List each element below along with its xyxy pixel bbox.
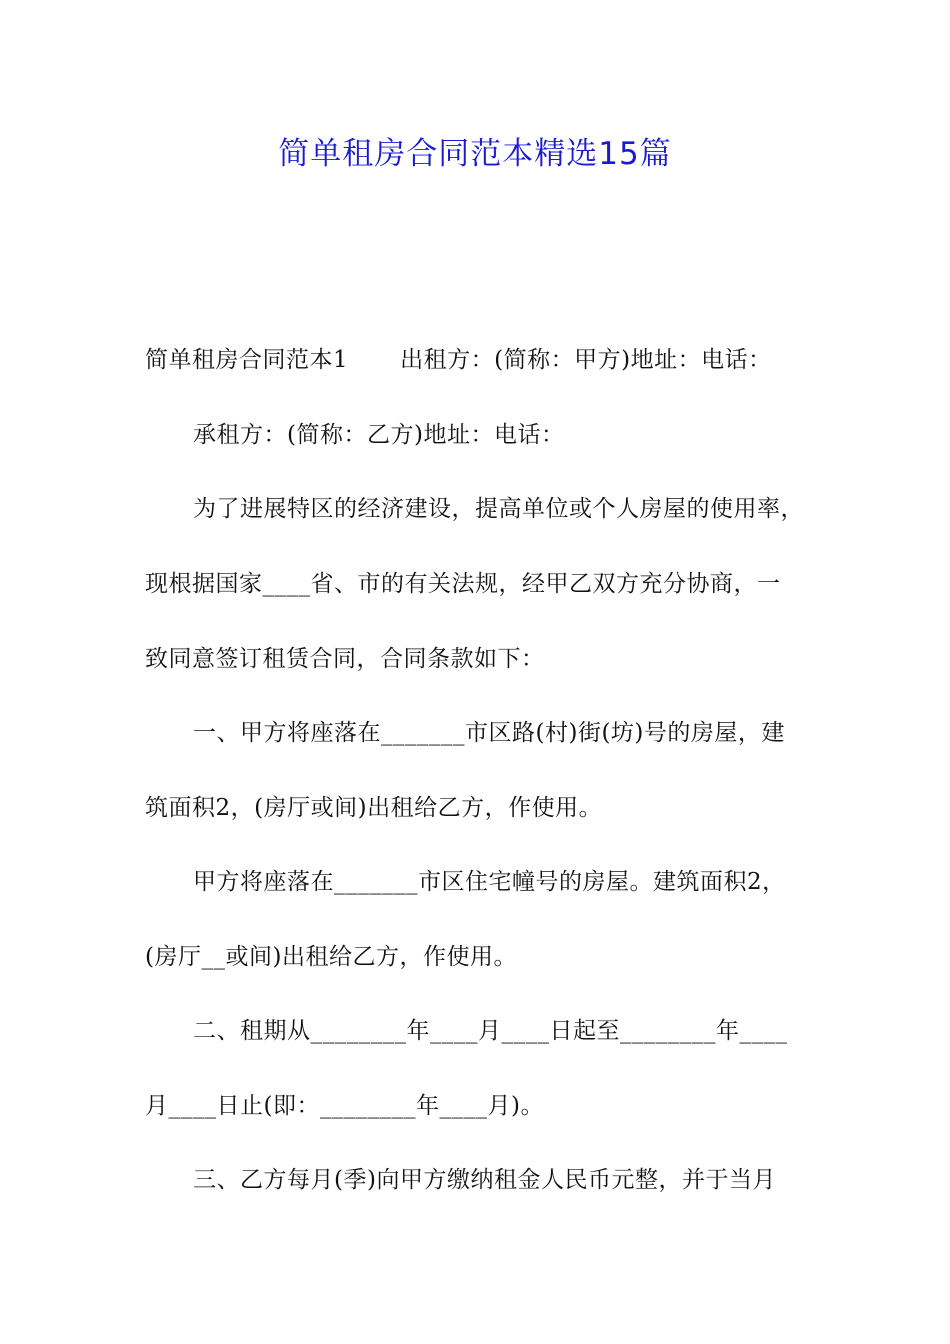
clause-1-line: 筑面积2，(房厅或间)出租给乙方，作使用。	[145, 795, 603, 821]
paragraph-line: 甲方将座落在_______市区住宅幢号的房屋。建筑面积2，	[193, 869, 786, 895]
paragraph-line: 致同意签订租赁合同，合同条款如下：	[145, 646, 545, 672]
document-title: 简单租房合同范本精选15篇	[278, 136, 672, 172]
paragraph-line: 现根据国家____省、市的有关法规，经甲乙双方充分协商，一	[145, 571, 781, 597]
contract-label: 简单租房合同范本1	[145, 347, 349, 373]
clause-1-line: 一、甲方将座落在_______市区路(村)街(坊)号的房屋，建	[193, 720, 785, 746]
paragraph-line: 为了进展特区的经济建设，提高单位或个人房屋的使用率，	[193, 496, 804, 522]
paragraph-line	[145, 342, 772, 378]
clause-2-line: 月____日止(即：________年____月)。	[145, 1093, 544, 1119]
lessor-info: 出租方：(简称：甲方)地址：电话：	[400, 347, 772, 373]
clause-2-line: 二、租期从________年____月____日起至________年____	[193, 1018, 788, 1044]
lessee-info: 承租方：(简称：乙方)地址：电话：	[193, 422, 565, 448]
clause-3-line: 三、乙方每月(季)向甲方缴纳租金人民币元整，并于当月	[193, 1167, 776, 1193]
paragraph-line: (房厅__或间)出租给乙方，作使用。	[145, 944, 517, 970]
